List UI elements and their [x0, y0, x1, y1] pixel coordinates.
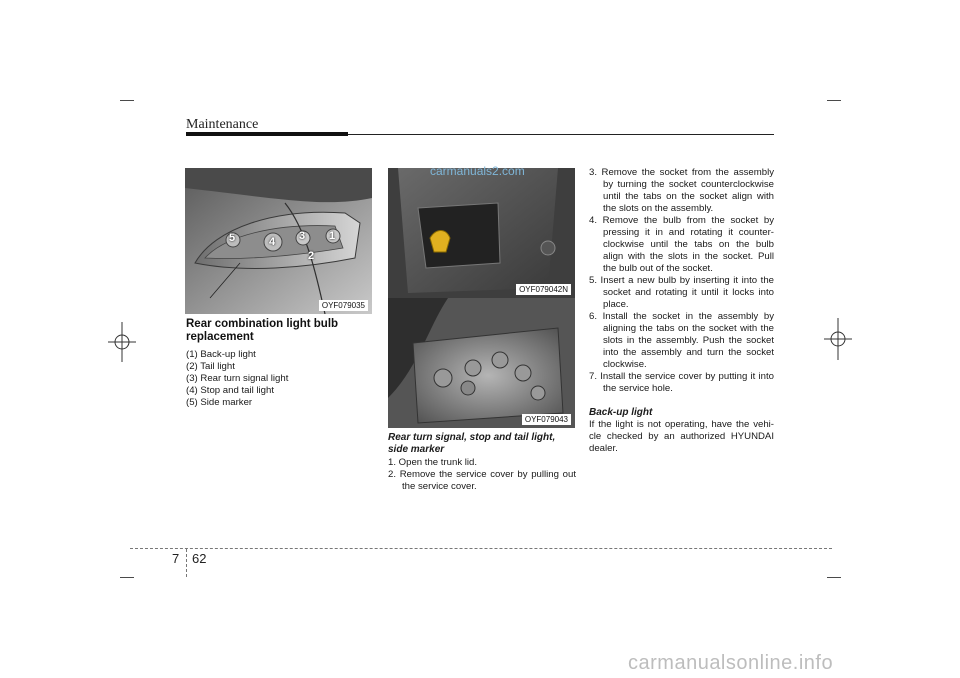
crop-mark: [827, 100, 841, 101]
crop-mark: [120, 577, 134, 578]
footer-divider: [186, 549, 187, 577]
list-item: (3) Rear turn signal light: [186, 373, 289, 384]
figure-code: OYF079035: [319, 300, 368, 311]
callout-3: 3: [299, 230, 306, 242]
page-number: 62: [192, 551, 207, 566]
page-header-title: Maintenance: [186, 117, 259, 132]
step-list: [589, 167, 774, 395]
list-item: 7. Install the service cover by putting it into the service hole.: [589, 371, 774, 394]
list-item: (5) Side marker: [186, 397, 253, 408]
list-item: (1) Back-up light: [186, 349, 256, 360]
registration-mark-left: [108, 322, 136, 362]
tail-lamp-illustration: [185, 168, 372, 314]
watermark: carmanuals2.com: [430, 164, 525, 178]
paragraph: If the light is not operating, have the vehi-cle checked by an authorized HYUNDAI dealer.: [589, 419, 774, 454]
crop-mark: [120, 100, 134, 101]
list-item: 3. Remove the socket from the assembly by turning the socket counterclockwise until the tabs on the socket align with the slots on the assembly.: [589, 167, 774, 214]
list-item: 2. Remove the service cover by pulling out the service cover.: [388, 469, 576, 492]
section-heading: Rear combination light bulb replacement: [186, 318, 339, 343]
figure-code: OYF079043: [522, 414, 571, 425]
callout-4: 4: [269, 236, 276, 248]
subsection-heading: Rear turn signal, stop and tail light, side marker: [388, 432, 556, 455]
chapter-number: 7: [172, 551, 180, 566]
list-item: 6. Install the socket in the assembly by aligning the tabs on the socket with the slots in the assembly. Push the socket into the assembly and turn the socket clockwise.: [589, 311, 774, 370]
crop-mark: [827, 577, 841, 578]
column-2: [388, 432, 576, 493]
header-rule-accent: [186, 132, 348, 136]
watermark: carmanualsonline.info: [628, 652, 834, 674]
step-list: [388, 457, 576, 493]
list-item: 5. Insert a new bulb by inserting it into the socket and rotating it until it locks into place.: [589, 275, 774, 310]
callout-2: 2: [308, 250, 315, 262]
service-cover-illustration: [388, 168, 575, 298]
subsection-heading: Back-up light: [589, 407, 653, 418]
registration-mark-right: [824, 318, 852, 360]
figure-code: OYF079042N: [516, 284, 571, 295]
bulb-list: [186, 349, 374, 409]
list-item: 4. Remove the bulb from the socket by pressing it in and rotating it counter-clockwise until the tabs on the bulb align with the slots in the socket. Pull the bulb out of the socket.: [589, 215, 774, 274]
list-item: (4) Stop and tail light: [186, 385, 274, 396]
list-item: 1. Open the trunk lid.: [388, 457, 478, 468]
footer-rule: [130, 548, 832, 549]
socket-assembly-illustration: [388, 298, 575, 428]
figure-tail-lamp: [185, 168, 372, 314]
figure-socket-assembly: [388, 298, 575, 428]
column-1: [186, 318, 374, 409]
list-item: (2) Tail light: [186, 361, 235, 372]
figure-service-cover: [388, 168, 575, 298]
column-3: [589, 167, 774, 455]
callout-1: 1: [329, 230, 336, 242]
callout-5: 5: [229, 232, 236, 244]
